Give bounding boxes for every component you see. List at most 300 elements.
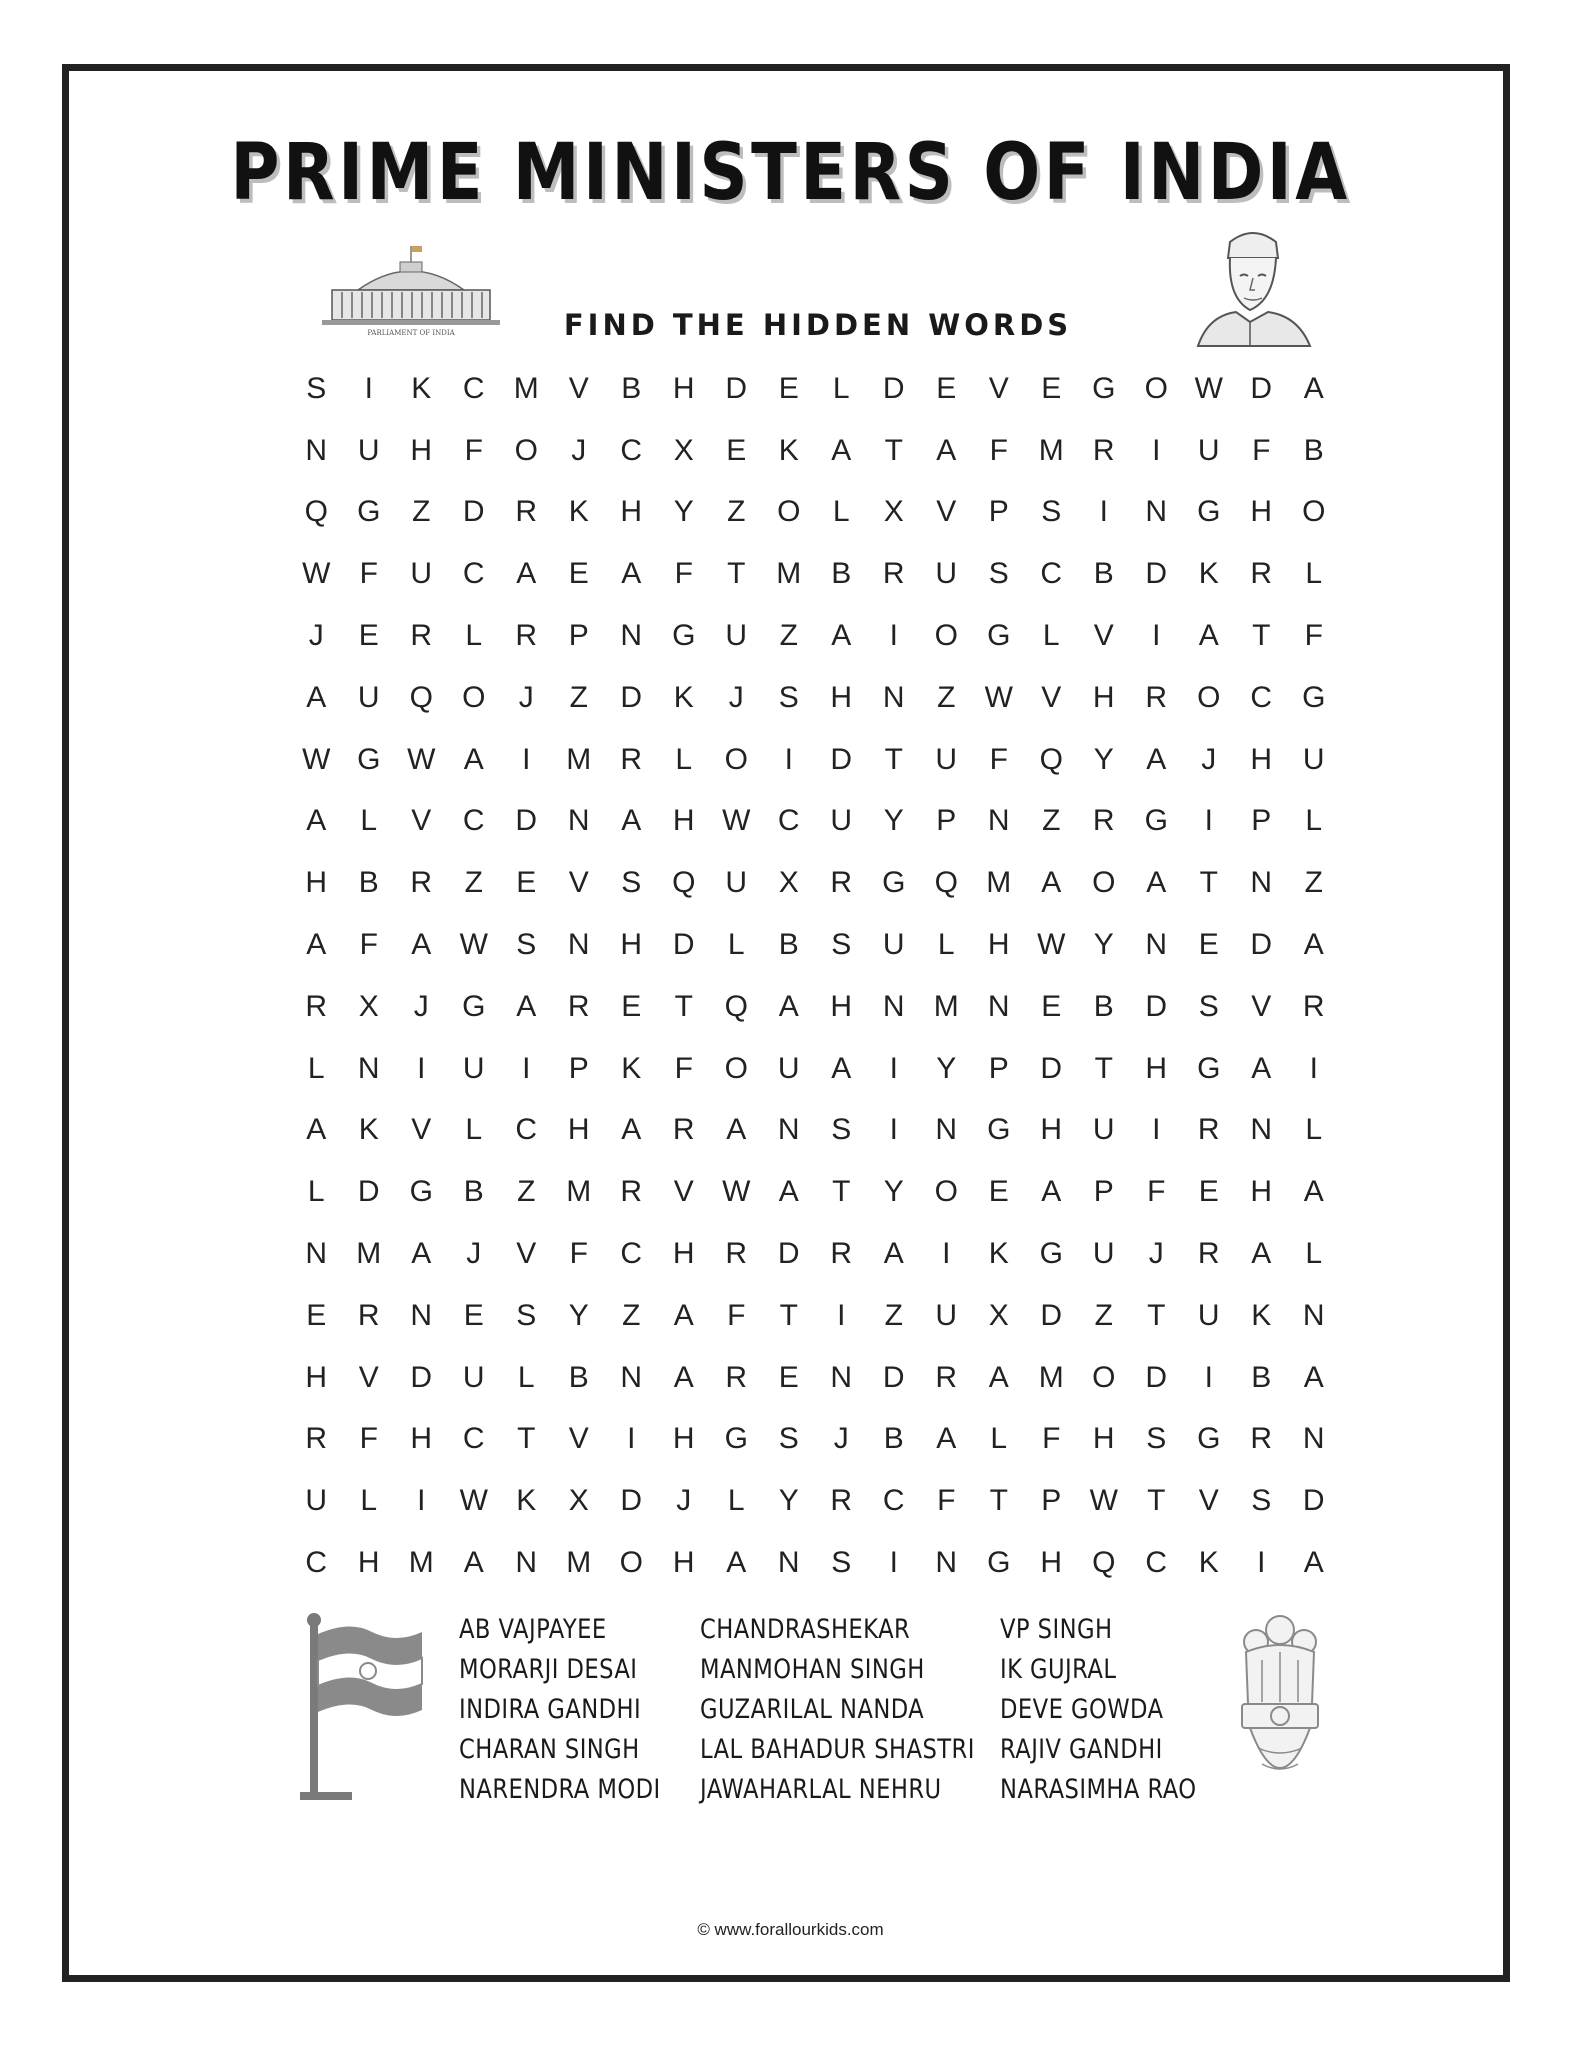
grid-letter: M [513,371,539,405]
grid-letter: V [1041,680,1062,714]
grid-letter: I [1152,433,1161,467]
grid-row [290,358,1340,420]
grid-letter: V [516,1237,537,1271]
grid-letter: H [620,928,643,962]
grid-letter: L [727,928,745,962]
grid-letter: A [778,1175,799,1209]
grid-letter: Z [937,680,956,714]
grid-letter: C [1250,680,1273,714]
grid-letter: S [831,1546,852,1580]
grid-letter: K [516,1484,537,1518]
grid-letter: H [672,1546,695,1580]
grid-letter: B [463,1175,484,1209]
grid-letter: G [1197,1422,1221,1456]
grid-letter: U [357,433,380,467]
grid-letter: Z [412,495,431,529]
grid-letter: A [1146,742,1167,776]
grid-letter: E [358,619,379,653]
grid-letter: Z [779,619,798,653]
grid-letter: Y [883,1175,904,1209]
grid-letter: U [1302,742,1325,776]
grid-letter: K [568,495,589,529]
grid-letter: Z [1304,866,1323,900]
grid-letter: C [462,1422,485,1456]
grid-letter: M [933,989,959,1023]
grid-letter: G [1197,1051,1221,1085]
grid-letter: A [726,1113,747,1147]
grid-letter: V [411,1113,432,1147]
grid-letter: N [410,1298,433,1332]
grid-letter: B [831,557,852,591]
grid-row [290,420,1340,482]
grid-letter: I [889,1051,898,1085]
grid-letter: Q [672,866,696,900]
grid-letter: Z [569,680,588,714]
grid-letter: X [778,866,799,900]
grid-letter: G [462,989,486,1023]
grid-letter: R [1250,557,1273,591]
grid-letter: F [569,1237,588,1271]
grid-letter: U [1092,1113,1115,1147]
grid-letter: T [1147,1298,1166,1332]
grid-row [290,1347,1340,1409]
grid-letter: I [417,1051,426,1085]
grid-letter: I [889,619,898,653]
grid-letter: Y [1093,928,1114,962]
grid-letter: E [1041,989,1062,1023]
grid-letter: T [884,433,903,467]
grid-letter: C [462,557,485,591]
grid-letter: C [462,371,485,405]
grid-letter: I [837,1298,846,1332]
grid-letter: H [830,680,853,714]
grid-letter: P [988,1051,1009,1085]
grid-letter: I [522,1051,531,1085]
grid-letter: Y [1093,742,1114,776]
grid-letter: P [1041,1484,1062,1518]
grid-letter: L [360,1484,378,1518]
grid-letter: O [1302,495,1326,529]
grid-letter: I [627,1422,636,1456]
grid-letter: A [516,557,537,591]
grid-letter: H [305,866,328,900]
grid-letter: H [1250,495,1273,529]
grid-letter: M [986,866,1012,900]
grid-row [290,667,1340,729]
grid-letter: A [831,433,852,467]
grid-letter: N [882,989,905,1023]
grid-letter: N [305,1237,328,1271]
grid-letter: V [988,371,1009,405]
grid-letter: T [832,1175,851,1209]
grid-letter: R [830,866,853,900]
grid-letter: W [1194,371,1223,405]
grid-letter: O [1092,1360,1116,1394]
grid-letter: S [306,371,327,405]
grid-letter: A [1303,928,1324,962]
grid-letter: T [779,1298,798,1332]
grid-letter: O [1197,680,1221,714]
grid-letter: G [987,1113,1011,1147]
copyright-footer: © www.forallourkids.com [697,1920,884,1939]
word-item: CHANDRASHEKAR [700,1614,911,1645]
grid-letter: E [1198,928,1219,962]
grid-letter: C [515,1113,538,1147]
grid-letter: I [784,742,793,776]
grid-letter: U [1197,433,1220,467]
grid-letter: O [1092,866,1116,900]
grid-letter: Z [517,1175,536,1209]
grid-letter: T [1094,1051,1113,1085]
grid-letter: C [1040,557,1063,591]
grid-letter: N [830,1360,853,1394]
grid-letter: D [620,1484,643,1518]
grid-letter: U [1092,1237,1115,1271]
grid-letter: Z [1042,804,1061,838]
grid-letter: M [776,557,802,591]
grid-letter: M [1038,433,1064,467]
grid-letter: T [674,989,693,1023]
grid-letter: E [1198,1175,1219,1209]
word-item: CHARAN SINGH [459,1734,640,1765]
grid-letter: A [1303,1360,1324,1394]
grid-letter: H [1250,1175,1273,1209]
grid-letter: L [465,1113,483,1147]
grid-letter: A [463,742,484,776]
grid-letter: K [621,1051,642,1085]
grid-letter: A [673,1298,694,1332]
grid-letter: A [1041,1175,1062,1209]
grid-letter: J [728,680,744,714]
grid-letter: W [1037,928,1066,962]
grid-letter: I [1152,619,1161,653]
grid-letter: B [568,1360,589,1394]
grid-row [290,914,1340,976]
grid-letter: C [1145,1546,1168,1580]
grid-letter: R [620,1175,643,1209]
instructions-heading: FIND THE HIDDEN WORDS [563,308,1073,342]
grid-letter: R [830,1484,853,1518]
grid-letter: U [725,866,748,900]
grid-letter: U [935,557,958,591]
grid-letter: V [358,1360,379,1394]
grid-letter: L [465,619,483,653]
grid-row [290,1532,1340,1594]
grid-letter: T [1147,1484,1166,1518]
grid-letter: R [305,989,328,1023]
word-list-column-1 [459,1610,699,1810]
grid-letter: U [935,1298,958,1332]
grid-letter: B [1251,1360,1272,1394]
grid-letter: R [1250,1422,1273,1456]
grid-letter: W [302,742,331,776]
grid-letter: N [987,989,1010,1023]
grid-letter: D [1040,1298,1063,1332]
grid-letter: F [1042,1422,1061,1456]
grid-letter: R [1197,1113,1220,1147]
grid-letter: D [830,742,853,776]
grid-letter: I [1204,804,1213,838]
grid-letter: M [566,742,592,776]
grid-letter: P [988,495,1009,529]
grid-letter: D [1145,1360,1168,1394]
grid-letter: N [567,928,590,962]
grid-row [290,976,1340,1038]
grid-letter: Q [934,866,958,900]
word-item: MORARJI DESAI [459,1654,638,1685]
grid-letter: H [1250,742,1273,776]
grid-letter: N [777,1113,800,1147]
grid-letter: L [832,371,850,405]
grid-letter: N [1250,866,1273,900]
grid-letter: H [672,1422,695,1456]
grid-letter: A [726,1546,747,1580]
page-title: PRIME MINISTERS OF INDIA [230,128,1351,218]
grid-letter: W [722,1175,751,1209]
grid-letter: N [357,1051,380,1085]
grid-letter: E [463,1298,484,1332]
grid-letter: L [360,804,378,838]
grid-letter: S [831,928,852,962]
grid-letter: L [517,1360,535,1394]
grid-letter: R [1145,680,1168,714]
grid-letter: O [934,619,958,653]
grid-letter: D [672,928,695,962]
grid-letter: R [725,1237,748,1271]
grid-letter: Q [1092,1546,1116,1580]
national-emblem-icon [1232,1608,1328,1808]
grid-letter: A [306,680,327,714]
grid-letter: H [305,1360,328,1394]
grid-letter: I [417,1484,426,1518]
grid-letter: D [1250,928,1273,962]
grid-letter: U [935,742,958,776]
word-list-column-2 [700,1610,1027,1810]
grid-letter: H [830,989,853,1023]
grid-letter: V [1093,619,1114,653]
grid-letter: N [1145,495,1168,529]
grid-letter: F [674,557,693,591]
grid-letter: L [1042,619,1060,653]
grid-letter: A [1198,619,1219,653]
grid-letter: G [1039,1237,1063,1271]
word-item: VP SINGH [1000,1614,1113,1645]
grid-letter: A [831,619,852,653]
grid-letter: A [1303,1546,1324,1580]
grid-letter: F [464,433,483,467]
grid-letter: N [935,1546,958,1580]
grid-letter: O [619,1546,643,1580]
grid-letter: T [727,557,746,591]
grid-letter: A [306,804,327,838]
grid-letter: I [522,742,531,776]
grid-letter: A [883,1237,904,1271]
grid-letter: U [305,1484,328,1518]
grid-letter: R [410,619,433,653]
grid-letter: I [942,1237,951,1271]
grid-letter: S [621,866,642,900]
grid-letter: D [1302,1484,1325,1518]
word-search-grid [290,358,1340,1594]
grid-letter: R [1092,433,1115,467]
grid-letter: H [1092,1422,1115,1456]
grid-letter: J [571,433,587,467]
grid-letter: C [620,1237,643,1271]
grid-letter: H [672,804,695,838]
grid-letter: S [988,557,1009,591]
grid-letter: O [934,1175,958,1209]
grid-letter: J [833,1422,849,1456]
grid-letter: Y [936,1051,957,1085]
grid-letter: R [410,866,433,900]
grid-letter: L [727,1484,745,1518]
grid-letter: A [411,1237,432,1271]
word-item: GUZARILAL NANDA [700,1694,925,1725]
grid-letter: A [936,433,957,467]
grid-letter: D [1145,557,1168,591]
word-list-column-3 [1000,1610,1234,1810]
grid-letter: K [673,680,694,714]
grid-letter: F [1252,433,1271,467]
grid-letter: X [988,1298,1009,1332]
grid-letter: C [462,804,485,838]
grid-letter: L [832,495,850,529]
grid-letter: G [987,619,1011,653]
grid-letter: H [567,1113,590,1147]
grid-row [290,1223,1340,1285]
grid-letter: C [620,433,643,467]
word-item: LAL BAHADUR SHASTRI [700,1734,975,1765]
grid-letter: A [516,989,537,1023]
grid-letter: N [1302,1298,1325,1332]
grid-letter: W [1089,1484,1118,1518]
grid-letter: R [1092,804,1115,838]
grid-letter: N [1302,1422,1325,1456]
grid-letter: U [357,680,380,714]
grid-letter: G [882,866,906,900]
grid-letter: A [621,557,642,591]
grid-letter: A [411,928,432,962]
grid-letter: E [988,1175,1009,1209]
grid-letter: S [1041,495,1062,529]
grid-letter: A [1146,866,1167,900]
grid-letter: Q [724,989,748,1023]
grid-letter: G [987,1546,1011,1580]
word-item: RAJIV GANDHI [1000,1734,1163,1765]
grid-letter: E [778,1360,799,1394]
grid-letter: Y [673,495,694,529]
grid-letter: A [936,1422,957,1456]
grid-letter: X [568,1484,589,1518]
grid-letter: D [1040,1051,1063,1085]
grid-letter: J [518,680,534,714]
grid-letter: M [408,1546,434,1580]
grid-row [290,1285,1340,1347]
grid-letter: M [566,1175,592,1209]
grid-letter: A [1303,371,1324,405]
grid-letter: V [568,371,589,405]
grid-letter: N [620,1360,643,1394]
grid-letter: F [727,1298,746,1332]
grid-letter: T [989,1484,1008,1518]
grid-row [290,605,1340,667]
grid-letter: M [356,1237,382,1271]
grid-letter: T [884,742,903,776]
grid-letter: N [935,1113,958,1147]
grid-letter: F [989,433,1008,467]
grid-letter: C [777,804,800,838]
grid-letter: I [1099,495,1108,529]
grid-letter: F [989,742,1008,776]
grid-letter: H [1145,1051,1168,1085]
grid-letter: P [1251,804,1272,838]
grid-letter: L [307,1175,325,1209]
grid-letter: W [407,742,436,776]
grid-letter: L [1305,1237,1323,1271]
grid-letter: F [674,1051,693,1085]
grid-letter: H [672,1237,695,1271]
grid-letter: Z [622,1298,641,1332]
grid-letter: B [1303,433,1324,467]
grid-letter: S [1251,1484,1272,1518]
grid-letter: K [1198,557,1219,591]
grid-letter: U [882,928,905,962]
grid-letter: V [411,804,432,838]
grid-letter: D [410,1360,433,1394]
grid-letter: J [308,619,324,653]
grid-letter: S [1198,989,1219,1023]
grid-row [290,1161,1340,1223]
grid-letter: N [987,804,1010,838]
flag-icon [300,1610,430,1810]
grid-letter: A [988,1360,1009,1394]
grid-letter: H [987,928,1010,962]
grid-letter: U [410,557,433,591]
grid-letter: N [777,1546,800,1580]
grid-letter: R [672,1113,695,1147]
grid-letter: R [305,1422,328,1456]
grid-letter: R [882,557,905,591]
grid-letter: K [358,1113,379,1147]
grid-letter: L [990,1422,1008,1456]
grid-letter: G [357,742,381,776]
grid-letter: B [778,928,799,962]
grid-letter: F [359,1422,378,1456]
grid-letter: E [621,989,642,1023]
grid-letter: U [777,1051,800,1085]
grid-letter: I [1152,1113,1161,1147]
grid-letter: N [515,1546,538,1580]
grid-letter: S [831,1113,852,1147]
grid-letter: A [778,989,799,1023]
grid-letter: O [1144,371,1168,405]
grid-letter: P [568,619,589,653]
grid-letter: Q [1039,742,1063,776]
grid-letter: B [1093,557,1114,591]
grid-letter: V [568,866,589,900]
grid-letter: J [1148,1237,1164,1271]
grid-letter: X [673,433,694,467]
grid-letter: N [882,680,905,714]
grid-letter: I [889,1546,898,1580]
grid-letter: E [936,371,957,405]
grid-letter: A [1251,1051,1272,1085]
grid-letter: D [882,371,905,405]
grid-letter: J [413,989,429,1023]
grid-letter: J [1201,742,1217,776]
grid-row [290,1038,1340,1100]
grid-letter: W [722,804,751,838]
